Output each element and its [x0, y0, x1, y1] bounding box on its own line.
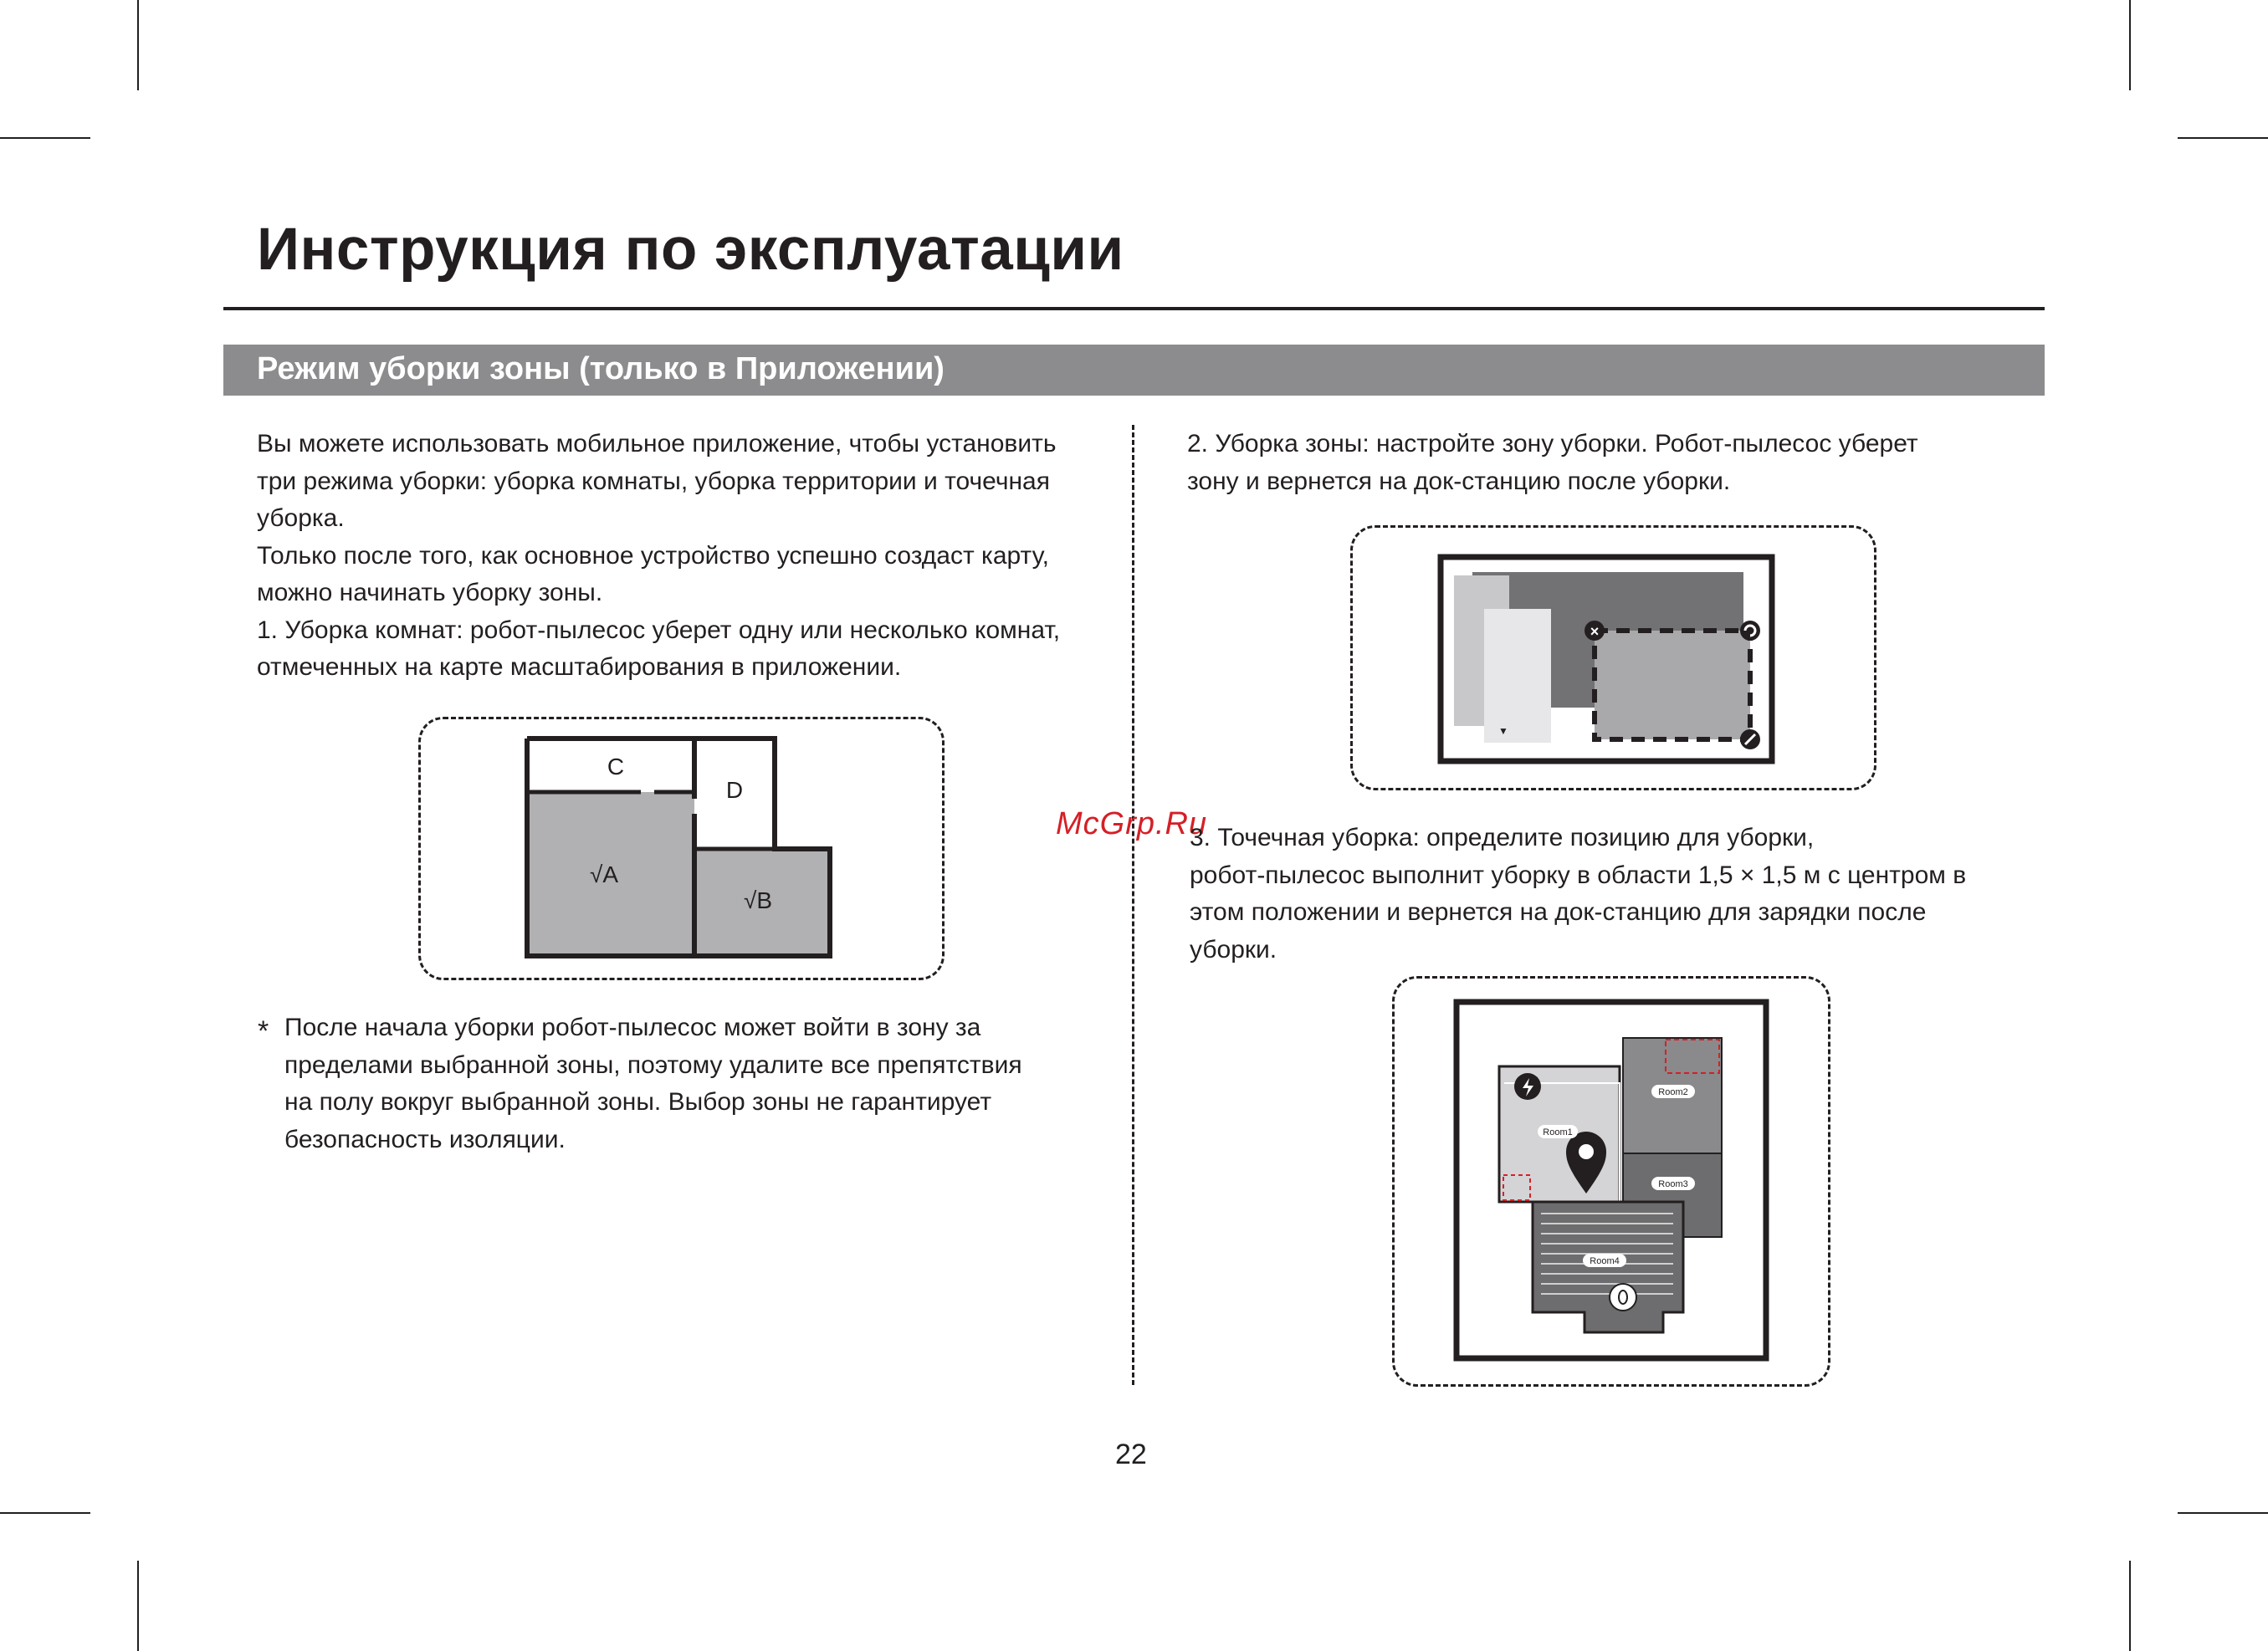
- page-title: Инструкция по эксплуатации: [257, 217, 1124, 283]
- room-b-label: √B: [743, 887, 773, 913]
- zone-map: [1436, 552, 1777, 766]
- room-a-label: √A: [589, 861, 619, 887]
- intro-line: уборка.: [257, 504, 345, 532]
- spot-paragraph: [1190, 820, 1966, 969]
- crop-mark: [137, 0, 139, 90]
- crop-mark: [137, 1561, 139, 1651]
- map-white-area: [1484, 609, 1551, 743]
- section-title: Режим уборки зоны (только в Приложении): [257, 351, 945, 386]
- watermark: McGrp.Ru: [1056, 806, 1208, 841]
- note-line: на полу вокруг выбранной зоны. Выбор зоны не гарантирует: [284, 1088, 992, 1116]
- rooms-floorplan: [519, 732, 837, 966]
- zone-line: 2. Уборка зоны: настройте зону уборки. Робот-пылесос уберет: [1187, 430, 1918, 457]
- room4-label: Room4: [1590, 1256, 1620, 1266]
- crop-mark: [2178, 137, 2268, 139]
- note-line: пределами выбранной зоны, поэтому удалите все препятствия: [284, 1050, 1022, 1079]
- note-line: безопасность изоляции.: [284, 1125, 566, 1153]
- intro-line: отмеченных на карте масштабирования в приложении.: [257, 653, 902, 681]
- crop-mark: [2129, 0, 2131, 90]
- crop-mark: [2178, 1512, 2268, 1514]
- intro-paragraph: [257, 426, 1060, 687]
- spot-map: [1452, 998, 1770, 1362]
- zone-paragraph: [1187, 426, 1918, 500]
- room-c-label: C: [607, 754, 625, 779]
- page-number: 22: [1115, 1439, 1147, 1470]
- robot-icon: [1610, 1284, 1636, 1311]
- column-divider: [1132, 425, 1134, 1385]
- note-line: После начала уборки робот-пылесос может войти в зону за: [284, 1014, 981, 1041]
- spot-line: уборки.: [1190, 935, 1277, 964]
- room1-label: Room1: [1543, 1127, 1573, 1137]
- zone-rotate-icon: [1740, 621, 1760, 641]
- title-rule: [223, 307, 2045, 310]
- note-marker: *: [258, 1015, 269, 1047]
- section-bar: [223, 345, 2045, 396]
- selected-zone: [1595, 631, 1750, 739]
- spot-line: робот-пылесос выполнит уборку в области 1,5 × 1,5 м с центром в: [1190, 861, 1967, 889]
- intro-line: Вы можете использовать мобильное приложение, чтобы установить: [257, 430, 1057, 457]
- map-marker-icon: ▼: [1498, 725, 1508, 737]
- room3-label: Room3: [1658, 1179, 1688, 1189]
- intro-line: 1. Уборка комнат: робот-пылесос уберет одну или несколько комнат,: [257, 616, 1061, 644]
- svg-text:×: ×: [1590, 623, 1600, 640]
- intro-line: Только после того, как основное устройство успешно создаст карту,: [257, 541, 1049, 570]
- room-d-label: D: [725, 777, 744, 803]
- spot-line: 3. Точечная уборка: определите позицию для уборки,: [1190, 824, 1815, 851]
- zone-line: зону и вернется на док-станцию после уборки.: [1187, 467, 1731, 495]
- intro-line: можно начинать уборку зоны.: [257, 579, 603, 606]
- intro-line: три режима уборки: уборка комнаты, уборка территории и точечная: [257, 467, 1050, 495]
- room2-label: Room2: [1658, 1087, 1688, 1097]
- crop-mark: [0, 137, 90, 139]
- crop-mark: [0, 1512, 90, 1514]
- crop-mark: [2129, 1561, 2131, 1651]
- note-paragraph: [284, 1010, 1022, 1158]
- spot-line: этом положении и вернется на док-станцию для зарядки после: [1190, 898, 1927, 926]
